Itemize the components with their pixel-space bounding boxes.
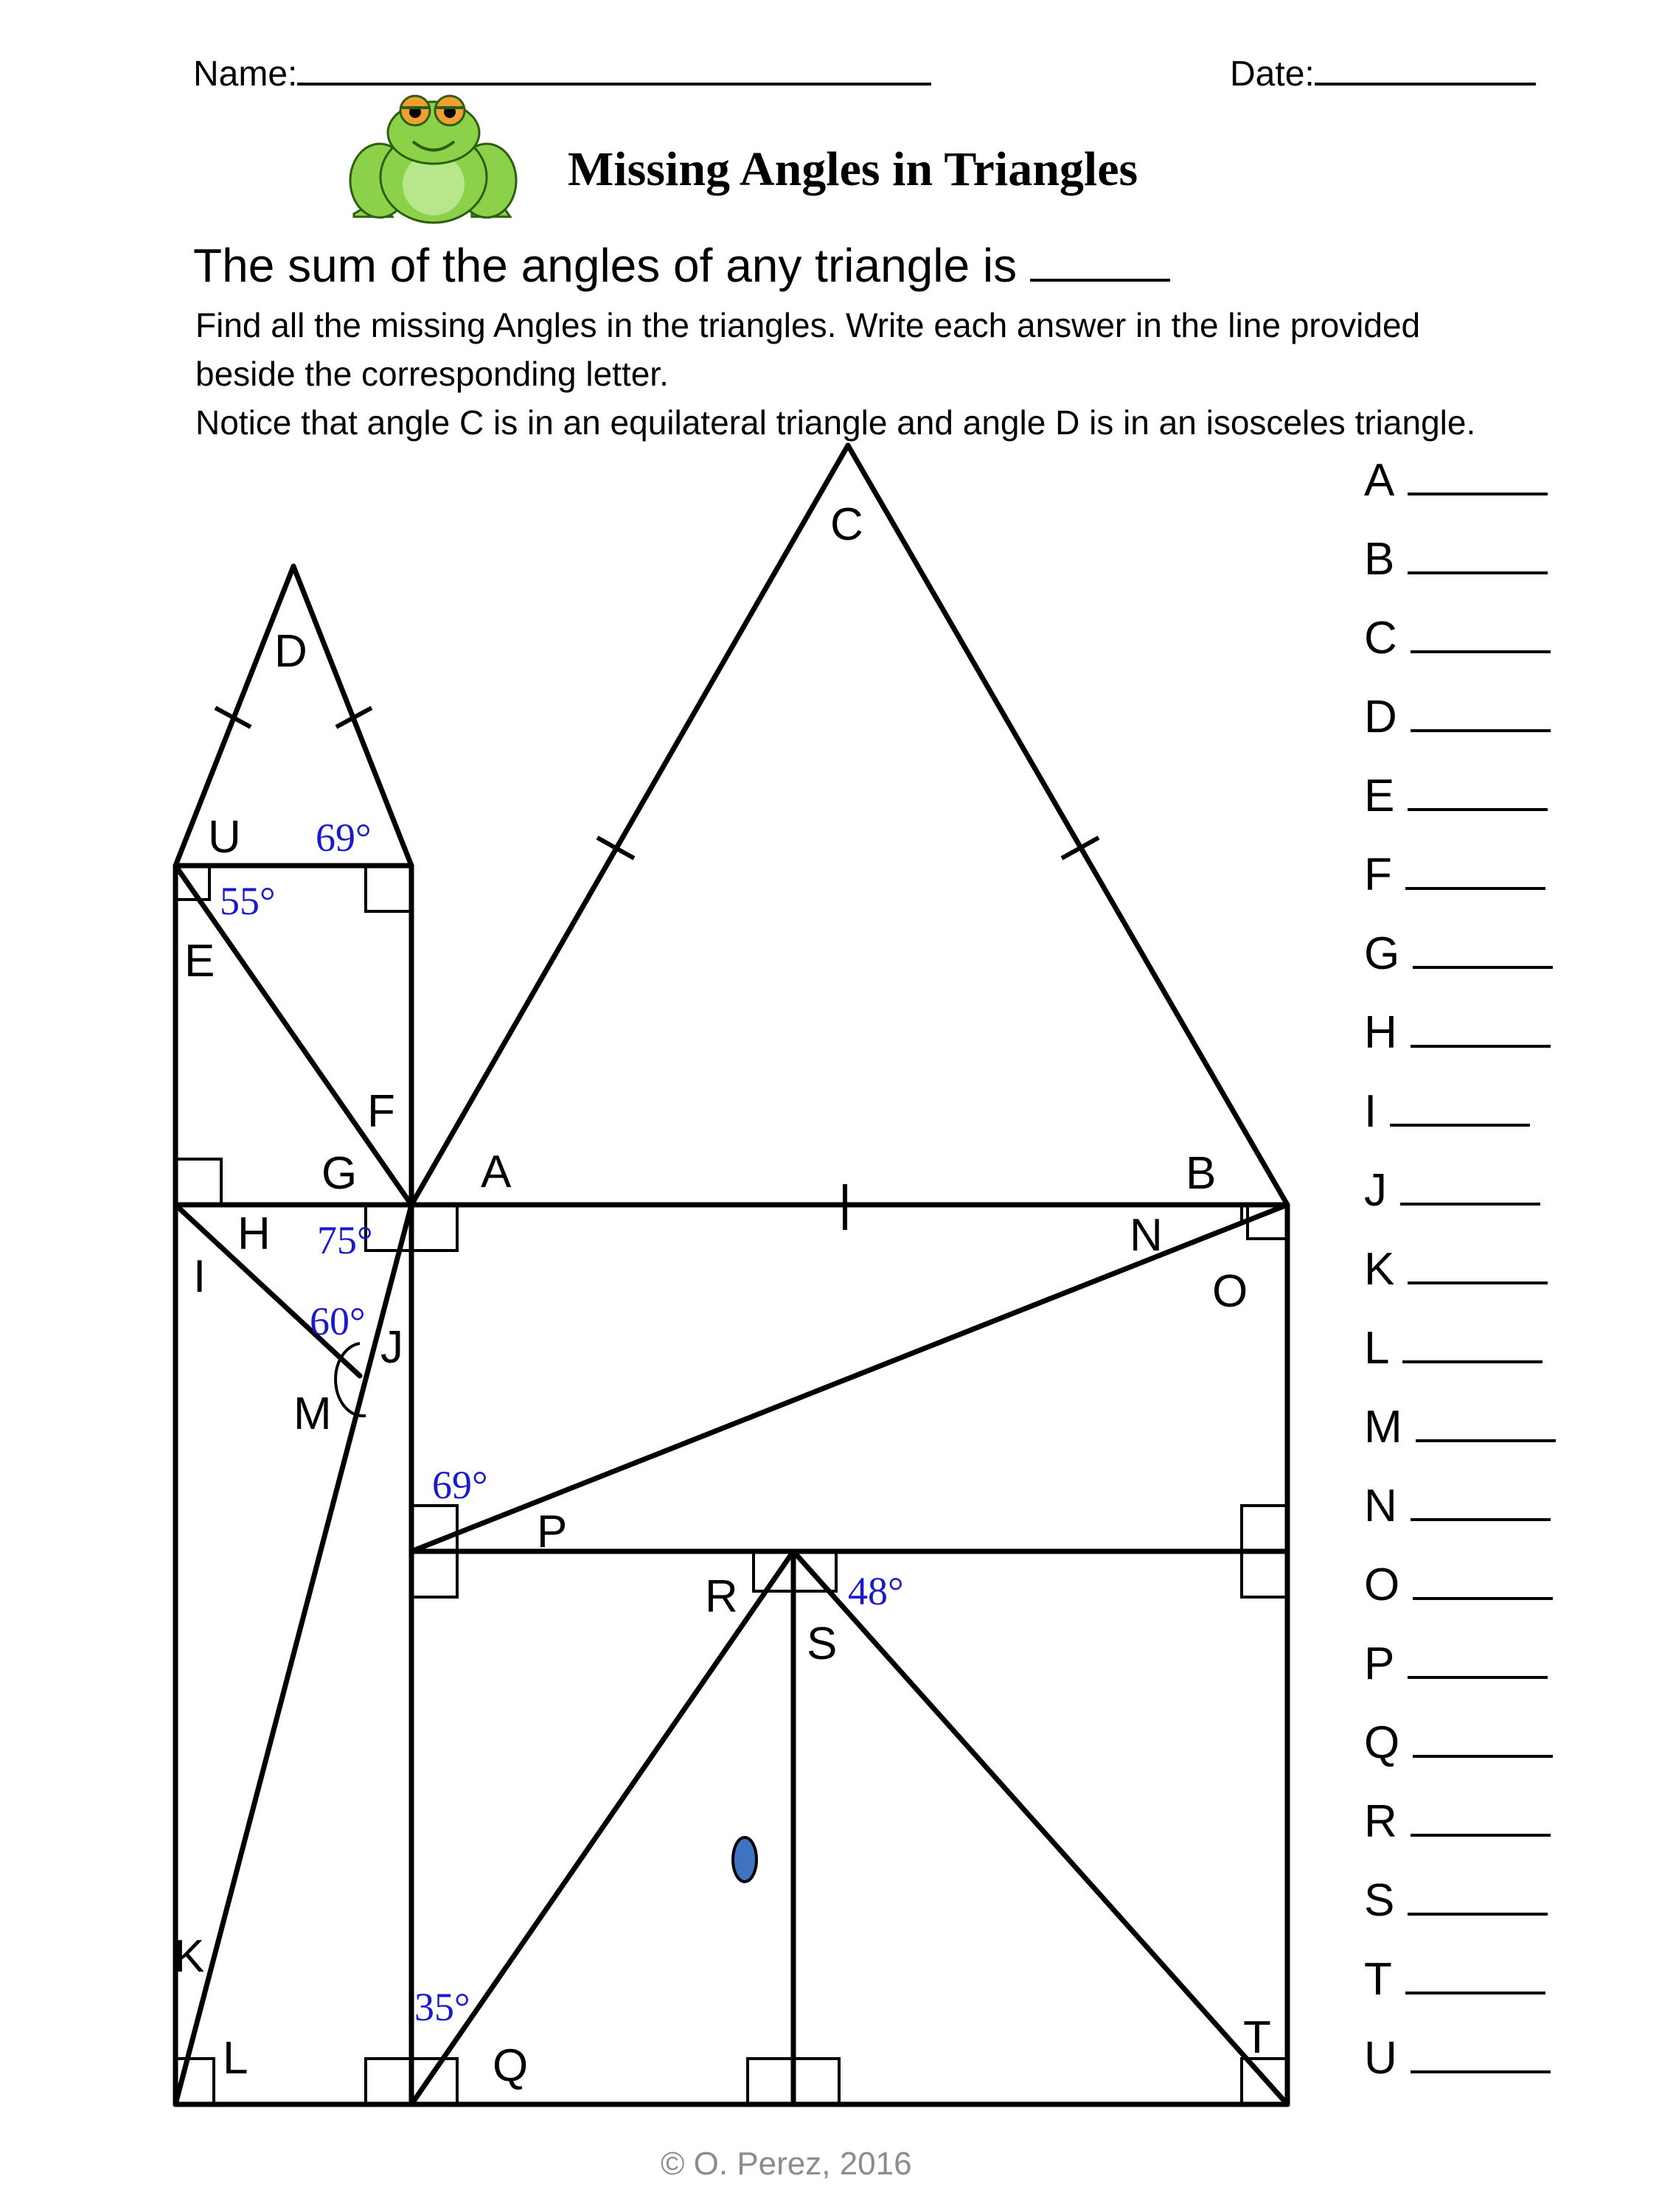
answer-list [1364, 450, 1556, 2107]
worksheet-title: Missing Angles in Triangles [568, 142, 1138, 196]
name-label: Name: [193, 55, 298, 94]
door-right-slope [793, 1551, 1287, 2104]
date-label: Date: [1230, 55, 1315, 94]
answer-line[interactable] [1408, 1239, 1548, 1284]
answer-row-e[interactable]: E [1364, 765, 1556, 844]
answer-row-i[interactable]: I [1364, 1081, 1556, 1160]
label-d: D [274, 626, 307, 677]
answer-row-o[interactable]: O [1364, 1554, 1556, 1633]
given-angle-75: 75° [317, 1218, 373, 1262]
diagonal-e-f [175, 866, 411, 1205]
answer-row-r[interactable]: R [1364, 1791, 1556, 1870]
answer-line[interactable] [1416, 1397, 1556, 1442]
answer-line[interactable] [1411, 2028, 1551, 2073]
answer-row-j[interactable]: J [1364, 1160, 1556, 1239]
answer-row-c[interactable]: C [1364, 608, 1556, 686]
answer-line[interactable] [1405, 1949, 1545, 1994]
answer-line[interactable] [1411, 1791, 1551, 1837]
given-angle-60: 60° [310, 1299, 366, 1343]
answer-line[interactable] [1400, 1160, 1540, 1206]
copyright: © O. Perez, 2016 [661, 2146, 912, 2182]
answer-line[interactable] [1411, 1002, 1551, 1048]
label-e: E [184, 936, 215, 987]
label-c: C [830, 499, 863, 550]
answer-line[interactable] [1408, 1870, 1548, 1916]
label-m: M [293, 1388, 332, 1439]
answer-line[interactable] [1405, 844, 1545, 890]
label-g: G [321, 1148, 358, 1199]
answer-line[interactable] [1411, 686, 1551, 732]
given-angle-69-top: 69° [316, 815, 372, 860]
answer-line[interactable] [1408, 765, 1548, 811]
answer-row-n[interactable]: N [1364, 1475, 1556, 1554]
label-r: R [705, 1571, 738, 1622]
label-a: A [481, 1147, 512, 1197]
answer-line[interactable] [1408, 529, 1548, 574]
instructions-line-2: Notice that angle C is in an equilateral triangle and angle D is in an isosceles triangle. [195, 403, 1476, 442]
diagonal-k [175, 1205, 411, 2104]
answer-line[interactable] [1413, 1712, 1553, 1758]
given-angle-48: 48° [848, 1569, 904, 1613]
answer-row-k[interactable]: K [1364, 1239, 1556, 1318]
label-i: I [193, 1251, 206, 1302]
answer-row-q[interactable]: Q [1364, 1712, 1556, 1791]
label-l: L [223, 2033, 248, 2084]
answer-row-f[interactable]: F [1364, 844, 1556, 923]
answer-row-m[interactable]: M [1364, 1397, 1556, 1475]
answer-row-t[interactable]: T [1364, 1949, 1556, 2028]
label-s: S [807, 1618, 838, 1669]
answer-row-p[interactable]: P [1364, 1633, 1556, 1712]
answer-row-s[interactable]: S [1364, 1870, 1556, 1949]
instructions-line-1: Find all the missing Angles in the triangles. Write each answer in the line provided beside the corresponding letter. [195, 306, 1421, 393]
answer-line[interactable] [1390, 1081, 1530, 1127]
answer-line[interactable] [1411, 608, 1551, 653]
answer-row-l[interactable]: L [1364, 1318, 1556, 1397]
label-t: T [1243, 2012, 1271, 2063]
answer-line[interactable] [1402, 1318, 1543, 1363]
answer-row-h[interactable]: H [1364, 1002, 1556, 1081]
label-h: H [237, 1208, 271, 1259]
answer-line[interactable] [1411, 1475, 1551, 1521]
big-triangle-left [411, 445, 848, 1205]
answer-row-u[interactable]: U [1364, 2028, 1556, 2107]
given-angle-55: 55° [220, 879, 276, 923]
answer-line[interactable] [1413, 1554, 1553, 1600]
label-n: N [1130, 1210, 1163, 1261]
label-o: O [1212, 1266, 1248, 1317]
door-knob [733, 1837, 757, 1882]
answer-row-b[interactable]: B [1364, 529, 1556, 608]
answer-line[interactable] [1408, 1633, 1548, 1679]
answer-line[interactable] [1413, 923, 1553, 969]
answer-line[interactable] [1408, 450, 1548, 495]
label-p: P [537, 1506, 568, 1557]
given-angle-69-p: 69° [432, 1463, 488, 1507]
label-f: F [367, 1086, 395, 1137]
label-b: B [1186, 1148, 1217, 1199]
label-q: Q [493, 2040, 529, 2091]
label-j: J [380, 1322, 403, 1373]
sum-text: The sum of the angles of any triangle is [193, 239, 1018, 292]
label-k: K [174, 1931, 205, 1982]
given-angle-35: 35° [414, 1985, 470, 2029]
answer-row-a[interactable]: A [1364, 450, 1556, 529]
answer-row-d[interactable]: D [1364, 686, 1556, 765]
answer-row-g[interactable]: G [1364, 923, 1556, 1002]
big-triangle-right [848, 445, 1287, 1205]
label-u: U [208, 812, 241, 863]
